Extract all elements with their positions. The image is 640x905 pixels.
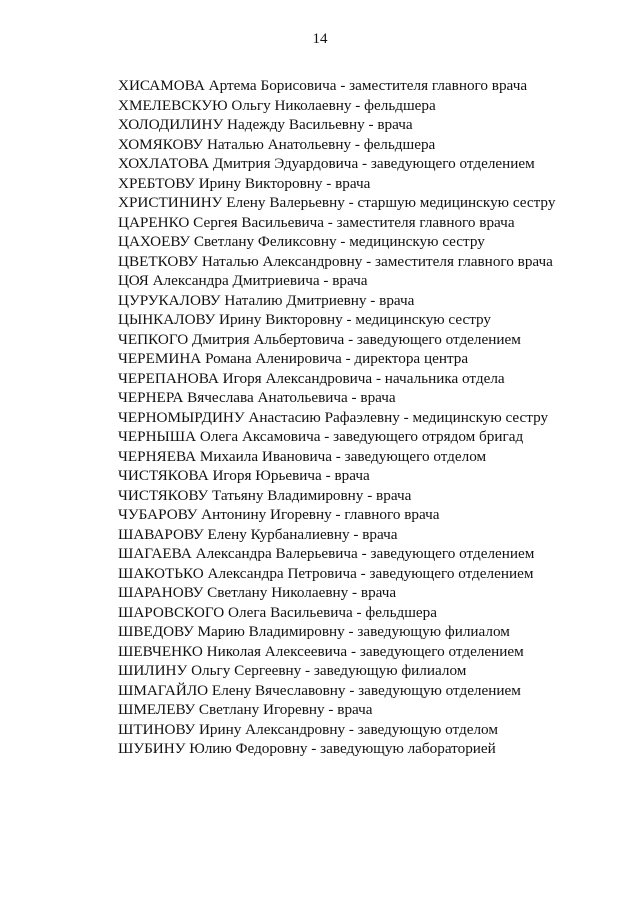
list-item: ШУБИНУ Юлию Федоровну - заведующую лабораторией [118, 740, 496, 757]
page-number: 14 [312, 31, 328, 47]
list-item: ЧЕРНЕРА Вячеслава Анатольевича - врача [118, 389, 396, 406]
list-item: ХОЛОДИЛИНУ Надежду Васильевну - врача [118, 116, 413, 133]
list-item: ШТИНОВУ Ирину Александровну - заведующую отделом [118, 720, 498, 738]
list-item: ЦАРЕНКО Сергея Васильевича - заместителя главного врача [118, 213, 515, 231]
list-item: ЧУБАРОВУ Антонину Игоревну - главного врача [118, 506, 440, 523]
list-item: ШАРОВСКОГО Олега Васильевича - фельдшера [118, 603, 437, 621]
list-item: ХИСАМОВА Артема Борисовича - заместителя главного врача [118, 77, 528, 94]
list-item: ХРЕБТОВУ Ирину Викторовну - врача [118, 174, 371, 192]
list-item: ШАКОТЬКО Александра Петровича - заведующего отделением [118, 564, 534, 582]
list-item: ШИЛИНУ Ольгу Сергеевну - заведующую филиалом [118, 662, 467, 679]
staff-list [77, 76, 563, 759]
list-item: ЧЕРНЯЕВА Михаила Ивановича - заведующего отделом [118, 447, 487, 465]
list-item: ЦУРУКАЛОВУ Наталию Дмитриевну - врача [118, 291, 415, 309]
list-item: ЧИСТЯКОВУ Татьяну Владимировну - врача [118, 486, 412, 504]
list-item: ШЕВЧЕНКО Николая Алексеевича - заведующего отделением [118, 642, 524, 660]
list-item: ХОХЛАТОВА Дмитрия Эдуардовича - заведующего отделением [118, 155, 535, 172]
list-item: ХМЕЛЕВСКУЮ Ольгу Николаевну - фельдшера [118, 96, 436, 114]
list-item: ЧИСТЯКОВА Игоря Юрьевича - врача [118, 467, 370, 484]
list-item: ЦАХОЕВУ Светлану Феликсовну - медицинскую сестру [118, 233, 485, 250]
list-item: ШВЕДОВУ Марию Владимировну - заведующую филиалом [118, 623, 510, 640]
list-item: ЦВЕТКОВУ Наталью Александровну - заместителя главного врача [118, 252, 553, 270]
list-item: ШМАГАЙЛО Елену Вячеславовну - заведующую отделением [118, 681, 521, 699]
list-item: ЧЕРЕПАНОВА Игоря Александровича - начальника отдела [118, 369, 505, 387]
list-item: ЧЕРНЫША Олега Аксамовича - заведующего отрядом бригад [118, 428, 524, 445]
list-item: ШАГАЕВА Александра Валерьевича - заведующего отделением [118, 545, 535, 562]
list-item: ЧЕРНОМЫРДИНУ Анастасию Рафаэлевну - медицинскую сестру [118, 408, 549, 426]
list-item: ШАРАНОВУ Светлану Николаевну - врача [118, 584, 397, 601]
list-item: ЦЫНКАЛОВУ Ирину Викторовну - медицинскую сестру [118, 311, 492, 328]
list-item: ЦОЯ Александра Дмитриевича - врача [118, 272, 368, 289]
list-item: ЧЕПКОГО Дмитрия Альбертовича - заведующего отделением [118, 330, 521, 348]
list-item: ШАВАРОВУ Елену Курбаналиевну - врача [118, 525, 398, 543]
list-item: ШМЕЛЕВУ Светлану Игоревну - врача [118, 701, 373, 718]
list-item: ЧЕРЕМИНА Романа Аленировича - директора центра [118, 350, 469, 367]
list-item: ХОМЯКОВУ Наталью Анатольевну - фельдшера [118, 135, 436, 153]
list-item: ХРИСТИНИНУ Елену Валерьевну - старшую медицинскую сестру [118, 194, 556, 211]
